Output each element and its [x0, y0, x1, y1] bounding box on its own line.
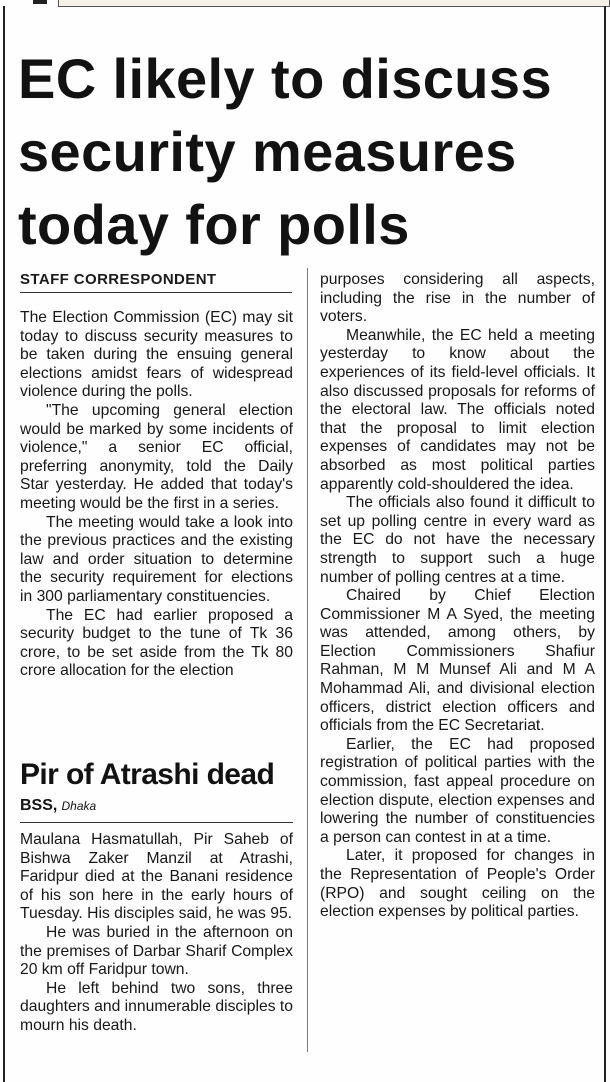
column-separator — [307, 268, 308, 1052]
article-column-2 — [320, 271, 595, 1037]
brief-paragraph: Maulana Hasmatullah, Pir Saheb of Bishwa Zaker Manzil at Atrashi, Faridpur died at the Banani residence of his son here in the early hours of Tuesday. His disciples said, he was 95. — [20, 831, 293, 923]
brief-location: Dhaka — [61, 799, 97, 813]
article-paragraph: Chaired by Chief Election Commissioner M A Syed, the meeting was attended, among others, by Election Commissioners Shafiur Rahman, M M Munsef Ali and M A Mohammad Ali, and divisional election officers, district election officers and officials from the EC Secretariat. — [320, 587, 595, 735]
article-paragraph: Meanwhile, the EC held a meeting yesterday to know about the experiences of its field-level officials. It also discussed proposals for reforms of the electoral law. The officials noted that the proposal to limit election expenses of candidates may not be absorbed as most political parties apparently cold-shouldered the idea. — [320, 326, 595, 493]
brief-headline: Pir of Atrashi dead — [20, 758, 275, 791]
article-frame-right — [604, 6, 606, 1082]
brief-dateline — [20, 797, 293, 823]
article-paragraph: The officials also found it difficult to set up polling centre in every ward as the EC do not have the necessary strength to support such a huge number of polling centres at a time. — [320, 494, 595, 586]
article-paragraph: The EC had earlier proposed a security budget to the tune of Tk 36 crore, to be set aside from the Tk 80 crore allocation for the election — [20, 606, 293, 680]
article-frame-left — [3, 6, 5, 1082]
article-byline: STAFF CORRESPONDENT — [20, 271, 292, 293]
page-top-strip — [0, 0, 610, 8]
brief-agency: BSS, — [20, 797, 58, 814]
brief-paragraph: He left behind two sons, three daughters and innumerable disciples to mourn his death. — [20, 979, 293, 1034]
article-paragraph: The meeting would take a look into the previous practices and the existing law and order situation to determine the security requirement for elections in 300 parliamentary constituencies. — [20, 513, 293, 605]
brief-paragraph: He was buried in the afternoon on the premises of Darbar Sharif Complex 20 km off Faridpur town. — [20, 923, 293, 979]
article-paragraph: Earlier, the EC had proposed registration of political parties with the commission, fast appeal procedure on election dispute, election expenses and lowering the number of constituencies a person can contest in at a time. — [320, 735, 595, 846]
article-paragraph: The Election Commission (EC) may sit today to discuss security measures to be taken during the ensuing general elections amidst fears of widespread violence during the polls. — [20, 309, 293, 401]
brief-column — [20, 831, 293, 1056]
previous-article-fragment — [33, 0, 47, 4]
article-headline: EC likely to discuss security measures today for polls — [18, 47, 552, 256]
adjacent-box-edge — [58, 0, 610, 7]
article-column-1 — [20, 309, 293, 755]
article-paragraph: "The upcoming general election would be marked by some incidents of violence," a senior EC official, preferring anonymity, told the Daily Star yesterday. He added that today's meeting would be the first in a series. — [20, 401, 293, 512]
article-paragraph: purposes considering all aspects, including the rise in the number of voters. — [320, 271, 595, 326]
article-paragraph: Later, it proposed for changes in the Representation of People's Order (RPO) and sought ceiling on the election expenses by political parties. — [320, 847, 595, 921]
